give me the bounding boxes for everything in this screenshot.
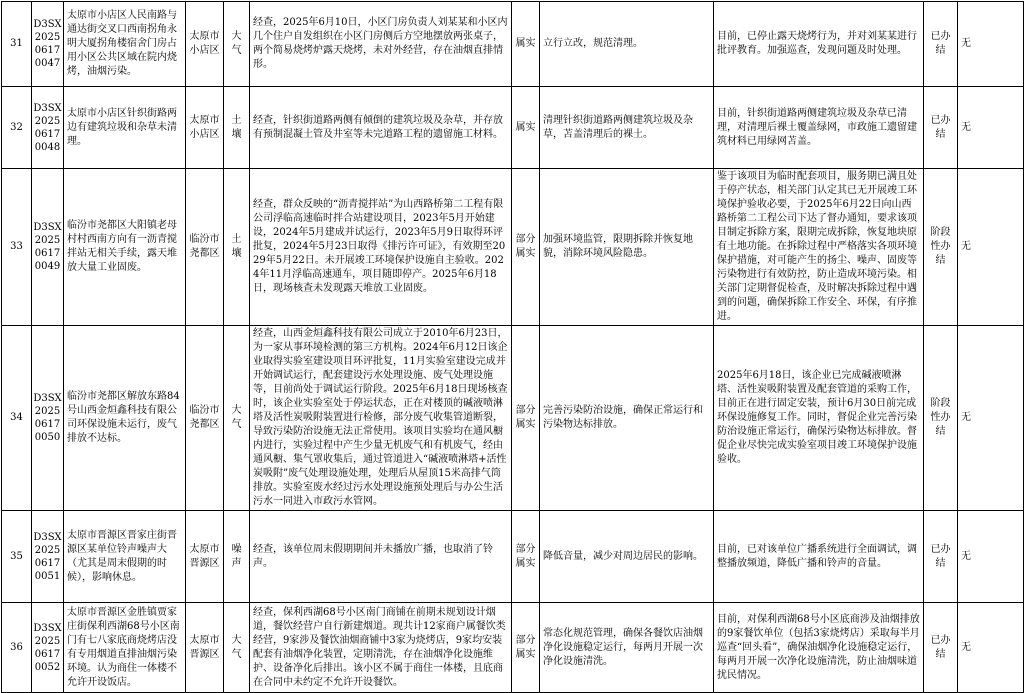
table-body (2, 2, 1024, 693)
pollution-type: 土壤 (224, 169, 250, 326)
table-row (2, 511, 1024, 603)
status: 已办结 (924, 2, 958, 87)
accountability: 无 (958, 169, 1024, 326)
case-code: D3SX202506170048 (32, 87, 64, 169)
rectification-progress: 目前，已对该单位广播系统进行全面调试，调整播放频道，降低广播和铃声的音量。 (714, 511, 924, 603)
problem-description: 太原市晋源区金胜镇贾家庄街保利西湖68号小区南门有七八家底商烧烤店没有专用烟道直排油烟污染环境。认为商住一体楼不允许开设饭店。 (64, 603, 186, 693)
rectification-progress: 目前，针织街道路两侧建筑垃圾及杂草已清理，对清理后裸土覆盖绿网，市政施工遗留建筑材料已用绿网苫盖。 (714, 87, 924, 169)
investigation-findings: 经查，2025年6月10日，小区门房负责人刘某某和小区内几个住户自发组织在小区门房侧后方空地摆放两张桌子，两个简易烧烤炉露天烧烤，未对外经营，存在油烟直排情形。 (250, 2, 512, 87)
problem-description: 太原市晋源区晋家庄街晋源区某单位铃声噪声大（尤其是周末假期的时候），影响休息。 (64, 511, 186, 603)
district: 太原市晋源区 (186, 603, 224, 693)
investigation-findings: 经查，群众反映的“沥青搅拌站”为山西路桥第二工程有限公司浮临高速临时拌合站建设项目，2023年5月开始建设，2024年5月建成并试运行，2023年5月9日取得环评批复，2024年5月23日取得《排污许可证》，有效期至2029年5月22日。未开展竣工环境保护设施自主验收。2024年11月浮临高速通车，项目随即停产。2025年6月18日，现场核查未发现露天堆放工业固废。 (250, 169, 512, 326)
verdict: 部分属实 (512, 511, 540, 603)
problem-description: 临汾市尧都区大阳镇老母村村西南方向有一沥青搅拌站无相关手续，露天堆放大量工业固废。 (64, 169, 186, 326)
verdict: 部分属实 (512, 169, 540, 326)
case-code: D3SX202506170047 (32, 2, 64, 87)
district: 临汾市尧都区 (186, 169, 224, 326)
rectification-goal: 常态化规范管理，确保各餐饮店油烟净化设施稳定运行，每两月开展一次净化设施清洗。 (540, 603, 714, 693)
table-row (2, 326, 1024, 511)
verdict: 部分属实 (512, 603, 540, 693)
rectification-progress: 目前，已停止露天烧烤行为，并对刘某某进行批评教育。加强巡查，发现问题及时处理。 (714, 2, 924, 87)
accountability: 无 (958, 511, 1024, 603)
pollution-type: 噪声 (224, 511, 250, 603)
table-row (2, 2, 1024, 87)
investigation-findings: 经查，山西金烜鑫科技有限公司成立于2010年6月23日，为一家从事环境检测的第三方机构。2024年6月12日该企业取得实验室建设项目环评批复，11月实验室建设完成并开始调试运行，配套建设污水处理设施、废气处理设施等，目前尚处于调试运行阶段。2025年6月18日现场核查时，该企业实验室处于停运状态，正在对楼顶的碱液喷淋塔及活性炭吸附装置进行检修，部分废气收集管道断裂，导致污染防治设施无法正常使用。该项目实验均在通风橱内进行，实验过程中产生少量无机废气和有机废气，经由通风橱、集气罩收集后，通过管道进入“碱液喷淋塔+活性炭吸附”废气处理设施处理，处理后从屋顶15米高排气筒排放。实验室废水经过污水处理设施预处理后与办公生活污水一同进入市政污水管网。 (250, 326, 512, 511)
accountability: 无 (958, 87, 1024, 169)
accountability: 无 (958, 603, 1024, 693)
status: 阶段性办结 (924, 326, 958, 511)
row-number: 36 (2, 603, 32, 693)
district: 太原市小店区 (186, 87, 224, 169)
rectification-goal: 加强环境监管，限期拆除并恢复地貌，消除环境风险隐患。 (540, 169, 714, 326)
pollution-type: 大气 (224, 2, 250, 87)
table-row (2, 87, 1024, 169)
complaint-table (1, 1, 1024, 693)
rectification-goal: 完善污染防治设施，确保正常运行和污染物达标排放。 (540, 326, 714, 511)
investigation-findings: 经查，保利西湖68号小区南门商铺在前期未规划设计烟道，餐饮经营户自行新建烟道。现共计12家商户属餐饮类经营，9家涉及餐饮油烟商铺中3家为烧烤店，9家均安装配套有油烟净化装置，定期清洗，存在油烟净化设施维护、设备净化后排出。该小区不属于商住一体楼，且底商在合同中未约定不允许开设餐饮。 (250, 603, 512, 693)
problem-description: 太原市小店区针织街路两边有建筑垃圾和杂草未清理。 (64, 87, 186, 169)
district: 太原市晋源区 (186, 511, 224, 603)
row-number: 31 (2, 2, 32, 87)
investigation-findings: 经查，针织街道路两侧有倾倒的建筑垃圾及杂草，并存放有预制混凝土管及井室等未完道路工程的遗留施工材料。 (250, 87, 512, 169)
status: 已办结 (924, 511, 958, 603)
pollution-type: 土壤 (224, 87, 250, 169)
verdict: 部分属实 (512, 326, 540, 511)
status: 已办结 (924, 603, 958, 693)
district: 临汾市尧都区 (186, 326, 224, 511)
rectification-progress: 目前，对保利西湖68号小区底商涉及油烟排放的9家餐饮单位（包括3家烧烤店）采取每半月巡查“回头看”，确保油烟净化设施稳定运行，每两月开展一次净化设施清洗，防止油烟味道扰民情况。 (714, 603, 924, 693)
accountability: 无 (958, 2, 1024, 87)
problem-description: 临汾市尧都区解放东路84号山西金烜鑫科技有限公司环保设施未运行，废气排放不达标。 (64, 326, 186, 511)
pollution-type: 大气 (224, 326, 250, 511)
status: 已办结 (924, 87, 958, 169)
case-code: D3SX202506170050 (32, 326, 64, 511)
rectification-progress: 鉴于该项目为临时配套项目，服务期已满且处于停产状态，相关部门认定其已无开展竣工环境保护验收必要，于2025年6月22日向山西路桥第二工程公司下达了督办通知，要求该项目制定拆除方案，限期完成拆除，恢复地块原有土地功能。在拆除过程中严格落实各项环境保护措施，对可能产生的扬尘、噪声、固废等污染物进行有效防控，防止造成环境污染。相关部门定期督促检查，及时解决拆除过程中遇到的问题，确保拆除工作安全、环保，有序推进。 (714, 169, 924, 326)
row-number: 34 (2, 326, 32, 511)
rectification-goal: 立行立改，规范清理。 (540, 2, 714, 87)
rectification-goal: 降低音量，减少对周边居民的影响。 (540, 511, 714, 603)
rectification-goal: 清理针织街道路两侧建筑垃圾及杂草，苫盖清理后的裸土。 (540, 87, 714, 169)
verdict: 属实 (512, 2, 540, 87)
problem-description: 太原市小店区人民南路与通达街交叉口西南拐角永明大厦拐角楼宿舍门房占用小区公共区域在院内烧烤，油烟污染。 (64, 2, 186, 87)
pollution-type: 大气 (224, 603, 250, 693)
row-number: 35 (2, 511, 32, 603)
row-number: 33 (2, 169, 32, 326)
rectification-progress: 2025年6月18日，该企业已完成碱液喷淋塔、活性炭吸附装置及配套管道的采购工作，目前正在进行固定安装，预计6月30日前完成环保设施修复工作。同时，督促企业完善污染防治设施正常运行，确保污染物达标排放。督促企业尽快完成实验室项目竣工环境保护设施验收。 (714, 326, 924, 511)
verdict: 属实 (512, 87, 540, 169)
status: 阶段性办结 (924, 169, 958, 326)
table-row (2, 169, 1024, 326)
case-code: D3SX202506170049 (32, 169, 64, 326)
case-code: D3SX202506170051 (32, 511, 64, 603)
accountability: 无 (958, 326, 1024, 511)
district: 太原市小店区 (186, 2, 224, 87)
table-row (2, 603, 1024, 693)
case-code: D3SX202506170052 (32, 603, 64, 693)
row-number: 32 (2, 87, 32, 169)
investigation-findings: 经查，该单位周末假期期间并未播放广播，也取消了铃声。 (250, 511, 512, 603)
